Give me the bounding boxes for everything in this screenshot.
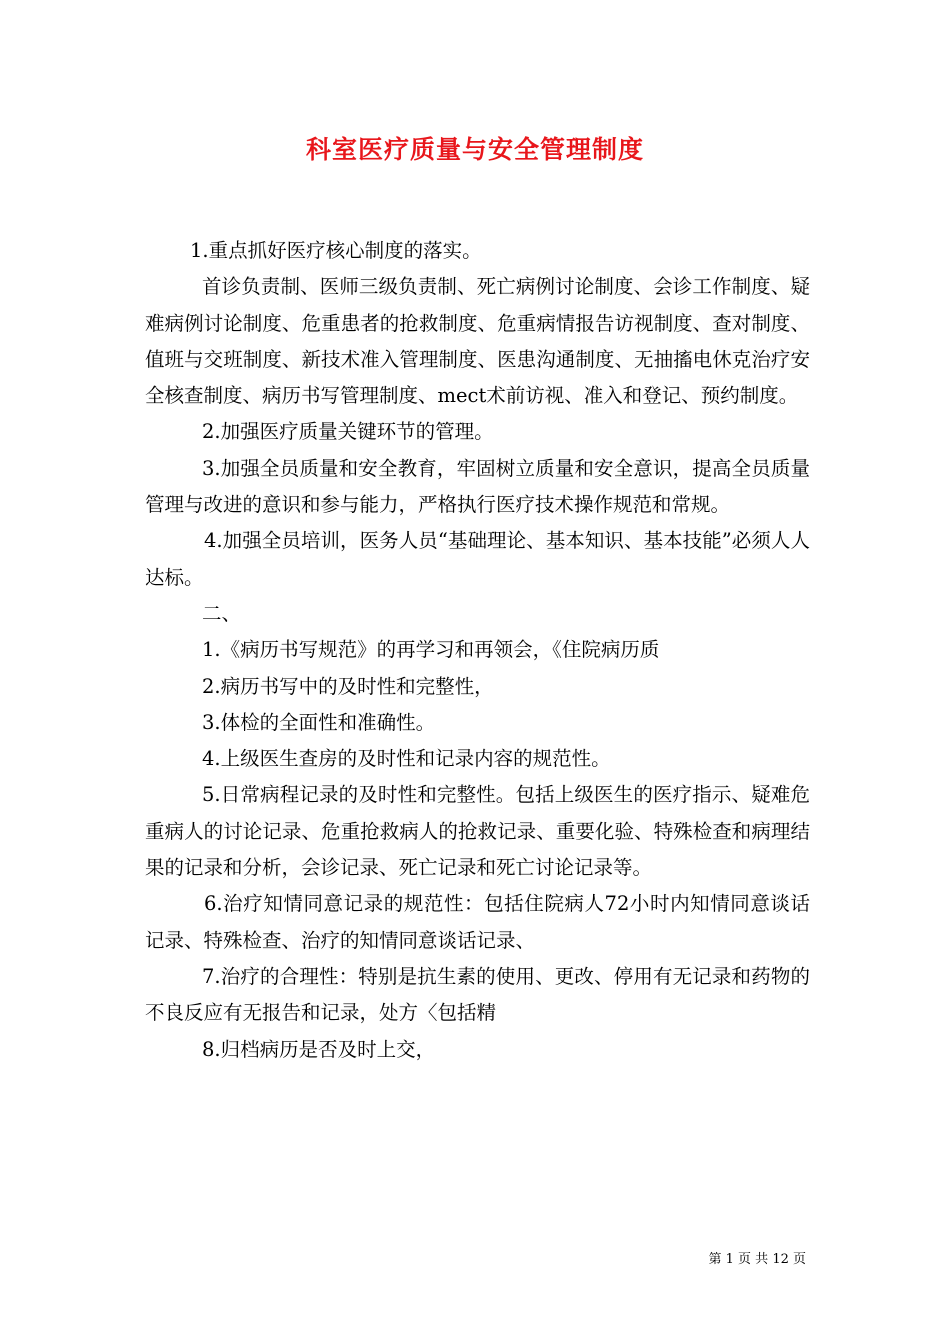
paragraph: 2.加强医疗质量关键环节的管理。 [202,420,494,444]
paragraph: 3.加强全员质量和安全教育，牢固树立质量和安全意识，提高全员质量管理与改进的意识和参与能力，严格执行医疗技术操作规范和常规。 [145,456,810,517]
paragraph: 1.《病历书写规范》的再学习和再领会，《住院病历质 [202,638,660,662]
section-heading: 二、 [202,601,242,625]
paragraph: 7.治疗的合理性：特别是抗生素的使用、更改、停用有无记录和药物的不良反应有无报告和记录，处方〈包括精 [145,964,810,1025]
paragraph: 3.体检的全面性和准确性。 [202,710,436,734]
paragraph: 6.治疗知情同意记录的规范性：包括住院病人72小时内知情同意谈话记录、特殊检查、治疗的知情同意谈话记录、 [145,892,810,952]
page-number: 第 1 页 共 12 页 [708,1252,806,1267]
paragraph: 首诊负责制、医师三级负责制、死亡病例讨论制度、会诊工作制度、疑难病例讨论制度、危重患者的抢救制度、危重病情报告访视制度、查对制度、值班与交班制度、新技术准入管理制度、医患沟通制度、无抽搐电休克治疗安全核查制度、病历书写管理制度、mect术前访视、准入和登记、预约制度。 [145,275,810,408]
paragraph: 4.加强全员培训，医务人员“基础理论、基本知识、基本技能”必须人人达标。 [145,529,810,589]
paragraph: 8.归档病历是否及时上交， [202,1037,436,1061]
paragraph: 2.病历书写中的及时性和完整性， [202,674,494,698]
paragraph: 1.重点抓好医疗核心制度的落实。 [190,239,482,262]
document-title: 科室医疗质量与安全管理制度 [305,135,644,164]
document-body [145,233,810,1068]
paragraph: 4.上级医生查房的及时性和记录内容的规范性。 [202,747,611,771]
paragraph: 5.日常病程记录的及时性和完整性。包括上级医生的医疗指示、疑难危重病人的讨论记录、危重抢救病人的抢救记录、重要化验、特殊检查和病理结果的记录和分析，会诊记录、死亡记录和死亡讨论记录等。 [145,783,810,880]
